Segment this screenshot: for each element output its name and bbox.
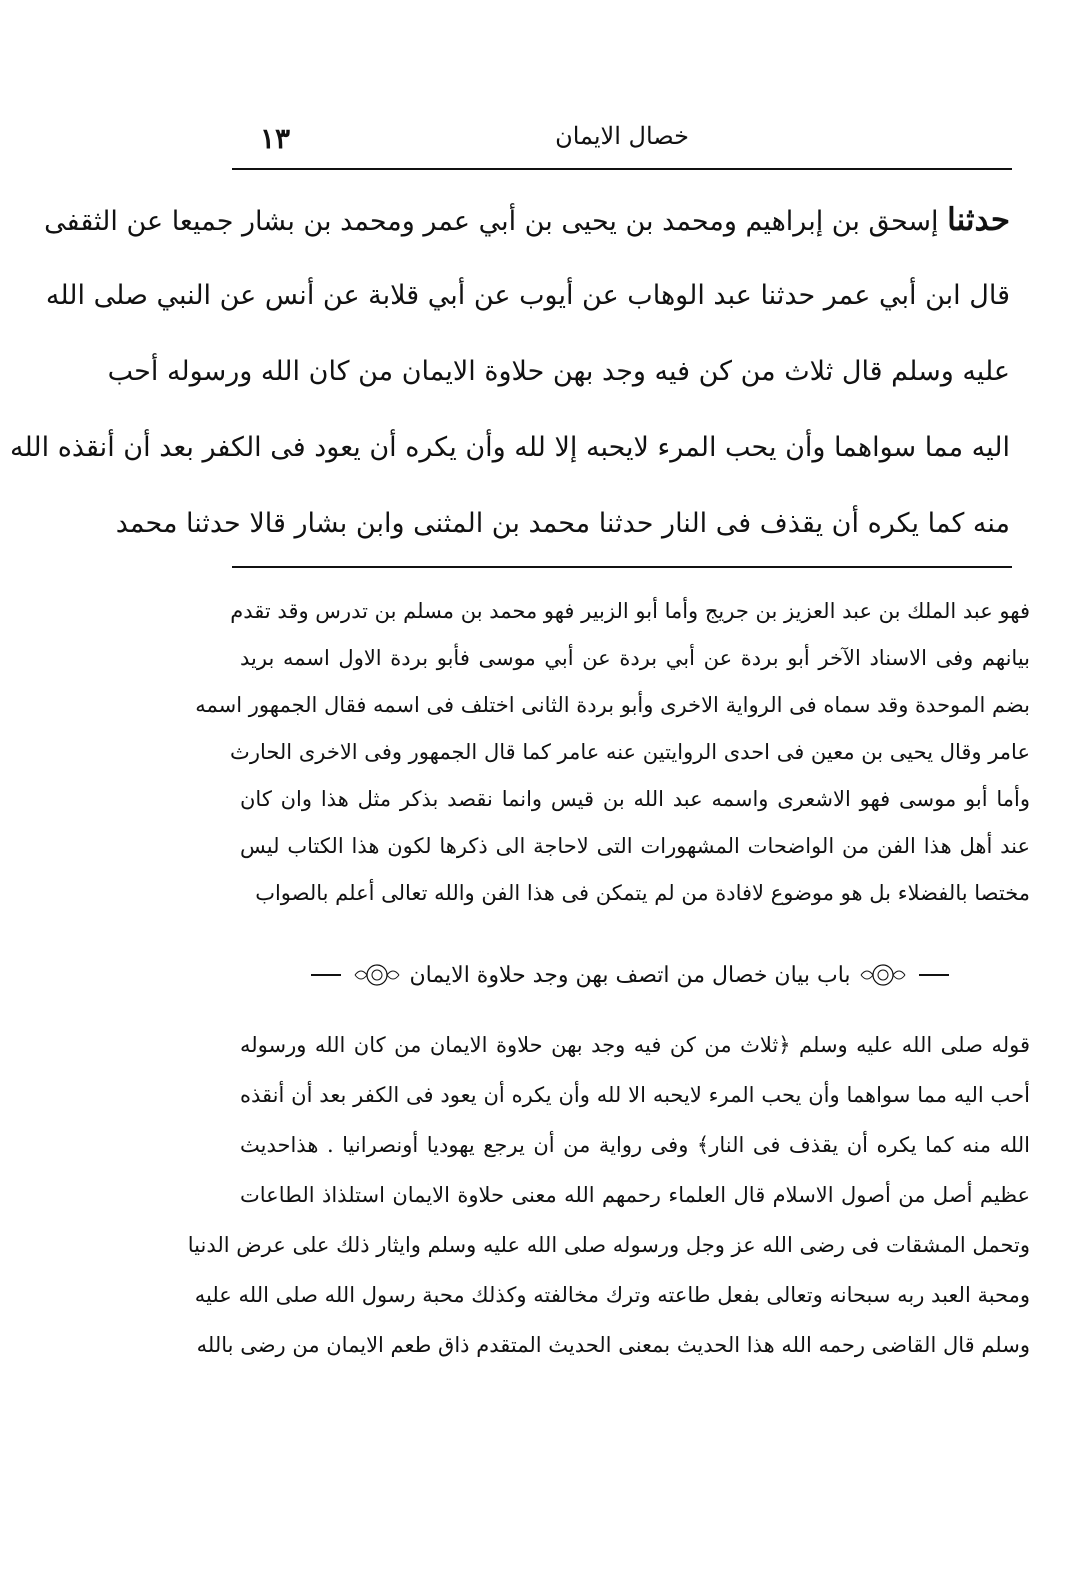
hadith-text-block: [9, 182, 1010, 562]
heading-dash: [311, 974, 341, 976]
explanation-line: أحب اليه مما سواهما وأن يحب المرء لايحبه الا لله وأن يكره أن يعود فى الكفر بعد أن أنقذه: [240, 1083, 1030, 1107]
hadith-line-text: قال ابن أبي عمر حدثنا عبد الوهاب عن أيوب عن أبي قلابة عن أنس عن النبي صلى الله: [45, 280, 1010, 311]
hadith-line-text: عليه وسلم قال ثلاث من كن فيه وجد بهن حلاوة الايمان من كان الله ورسوله أحب: [107, 356, 1010, 387]
ornament-left-icon: [353, 961, 401, 989]
explanation-line: ومحبة العبد ربه سبحانه وتعالى بفعل طاعته وترك مخالفته وكذلك محبة رسول الله صلى الله عليه: [194, 1283, 1030, 1307]
explanation-line: قوله صلى الله عليه وسلم ﴿ثلاث من كن فيه وجد بهن حلاوة الايمان من كان الله ورسوله: [240, 1033, 1030, 1057]
commentary-line: وأما أبو موسى فهو الاشعرى واسمه عبد الله بن قيس وانما نقصد بذكر مثل هذا وان كان: [240, 787, 1030, 811]
hadith-line-text: منه كما يكره أن يقذف فى النار حدثنا محمد بن المثنى وابن بشار قالا حدثنا محمد: [115, 508, 1010, 539]
hadith-line: [45, 258, 1010, 334]
section-divider: [232, 566, 1012, 568]
page-number: ١٣: [260, 122, 291, 155]
heading-dash: [919, 974, 949, 976]
explanation-line: الله منه كما يكره أن يقذف فى النار﴾ وفى رواية من أن يرجع يهوديا أونصرانيا . هذاحديث: [240, 1133, 1030, 1157]
explanation-line: وتحمل المشقات فى رضى الله عز وجل ورسوله صلى الله عليه وسلم وايثار ذلك على عرض الدنيا: [187, 1233, 1030, 1257]
page-header: [232, 122, 1012, 162]
hadith-line: [9, 410, 1010, 486]
ornament-right-icon: [859, 961, 907, 989]
haddathana-word: حدثنا: [947, 202, 1010, 238]
explanation-line: وسلم قال القاضى رحمه الله هذا الحديث بمعنى الحديث المتقدم ذاق طعم الايمان من رضى بالله: [196, 1333, 1030, 1357]
hadith-line: [44, 182, 1010, 258]
explanation-line: عظيم أصل من أصول الاسلام قال العلماء رحمهم الله معنى حلاوة الايمان استلذاذ الطاعات: [240, 1183, 1030, 1207]
commentary-line: عند أهل هذا الفن من الواضحات المشهورات التى لاحاجة الى ذكرها لكون هذا الكتاب ليس: [240, 834, 1030, 858]
commentary-block: [195, 588, 1030, 917]
header-rule: [232, 168, 1012, 170]
commentary-line: بضم الموحدة وقد سماه فى الرواية الاخرى وأبو بردة الثانى اختلف فى اسمه فقال الجمهور اسمه: [195, 693, 1030, 717]
commentary-line: بيانهم وفى الاسناد الآخر أبو بردة عن أبي بردة عن أبي موسى فأبو بردة الاول اسمه بريد: [240, 646, 1030, 670]
commentary-line: عامر وقال يحيى بن معين فى احدى الروايتين عنه عامر كما قال الجمهور وفى الاخرى الحارث: [230, 740, 1030, 764]
explanation-block: [187, 1020, 1030, 1370]
hadith-line-text: اليه مما سواهما وأن يحب المرء لايحبه إلا لله وأن يكره أن يعود فى الكفر بعد أن أنقذه الله: [9, 432, 1010, 463]
hadith-line: [115, 486, 1010, 562]
chapter-heading: [230, 955, 1030, 995]
commentary-line: مختصا بالفضلاء بل هو موضوع لافادة من لم يتمكن فى هذا الفن والله تعالى أعلم بالصواب: [255, 881, 1030, 905]
running-title: خصال الايمان: [555, 122, 689, 150]
chapter-heading-text: باب بيان خصال من اتصف بهن وجد حلاوة الايمان: [409, 962, 851, 988]
commentary-line: فهو عبد الملك بن عبد العزيز بن جريج وأما أبو الزبير فهو محمد بن مسلم بن تدرس وقد تقدم: [230, 599, 1030, 623]
hadith-line-text: إسحق بن إبراهيم ومحمد بن يحيى بن أبي عمر ومحمد بن بشار جميعا عن الثقفى: [44, 206, 939, 237]
hadith-line: [107, 334, 1010, 410]
